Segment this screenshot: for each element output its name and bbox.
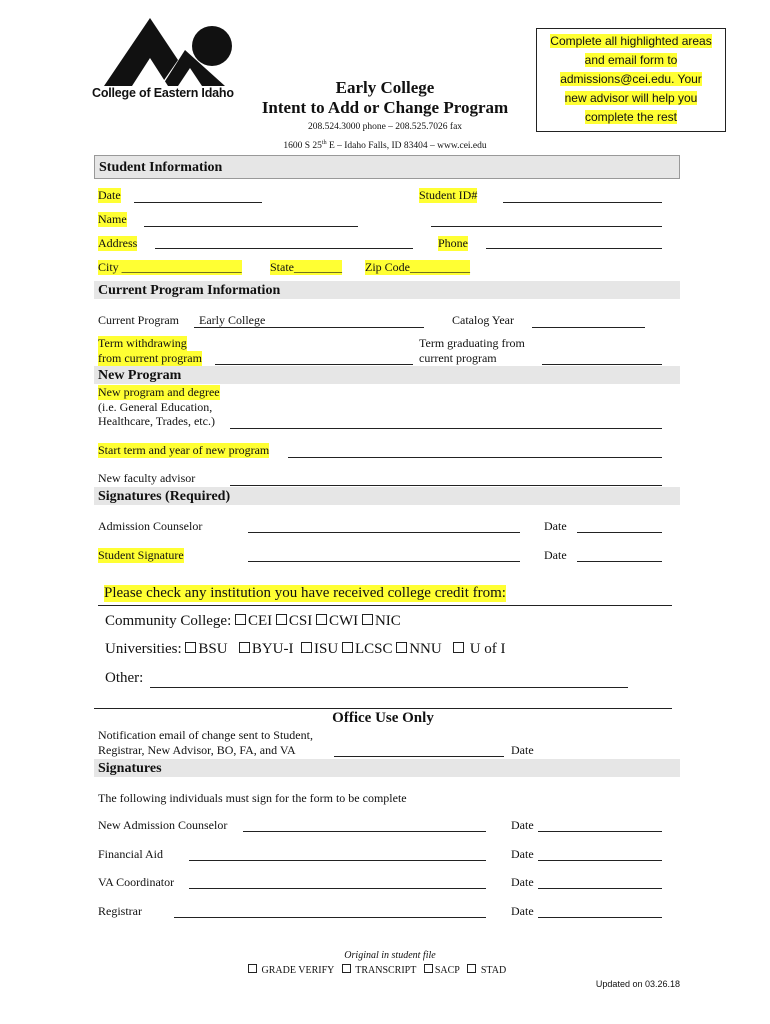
faculty-advisor-label: New faculty advisor [98, 471, 196, 485]
office-use-title: Office Use Only [332, 710, 434, 726]
address-pre: 1600 S 25 [283, 141, 322, 152]
term-withdrawing-field[interactable] [215, 364, 413, 365]
student-signature-label: Student Signature [98, 548, 184, 562]
bsu-label: BSU [198, 641, 228, 657]
nic-label: NIC [374, 613, 401, 629]
date-label: Date [98, 188, 121, 202]
catalog-year-field[interactable] [532, 327, 645, 328]
grade-verify-label: GRADE VERIFY [261, 965, 335, 976]
student-signature-date-label: Date [544, 548, 567, 562]
community-college-row [105, 613, 401, 630]
checkbox-grade-verify[interactable] [248, 965, 334, 976]
lcsc-label: LCSC [354, 641, 393, 657]
signer-registrar: Registrar [98, 904, 142, 918]
checkbox-icon [276, 614, 287, 625]
term-graduating-label-2: current program [419, 351, 497, 365]
credit-question: Please check any institution you have received college credit from: [104, 585, 506, 601]
checkbox-icon [453, 642, 464, 653]
checkbox-bsu[interactable] [185, 641, 227, 657]
office-signatures-title: Signatures [98, 761, 162, 776]
checkbox-sacp[interactable] [424, 965, 460, 976]
checkbox-icon [185, 642, 196, 653]
notification-date-label: Date [511, 743, 534, 757]
registrar-date-label: Date [511, 904, 534, 918]
college-logo [90, 10, 240, 100]
form-title-line1: Early College [335, 78, 435, 97]
student-id-label: Student ID# [419, 188, 478, 202]
nnu-label: NNU [409, 641, 442, 657]
checkbox-icon [239, 642, 250, 653]
financial-aid-date-field[interactable] [538, 860, 662, 861]
checkbox-icon [396, 642, 407, 653]
checkbox-cei[interactable] [235, 613, 272, 629]
student-signature-field[interactable] [248, 561, 520, 562]
checkbox-icon [316, 614, 327, 625]
term-withdrawing-label-2: from current program [98, 351, 202, 365]
checkbox-u-of-i[interactable] [453, 641, 506, 657]
csi-label: CSI [288, 613, 313, 629]
term-graduating-label-1: Term graduating from [419, 336, 525, 350]
va-coordinator-signature-field[interactable] [189, 888, 486, 889]
notification-field[interactable] [334, 756, 504, 757]
notification-line-1: Notification email of change sent to Student, [98, 728, 313, 742]
checkbox-icon [362, 614, 373, 625]
faculty-advisor-field[interactable] [230, 485, 662, 486]
admission-counselor-date-field[interactable] [577, 532, 662, 533]
catalog-year-label: Catalog Year [452, 313, 514, 327]
note-line-1: Complete all highlighted areas [550, 34, 712, 48]
byui-label: BYU-I [251, 641, 294, 657]
current-program-value: Early College [199, 313, 266, 327]
new-admission-counselor-signature-field[interactable] [243, 831, 486, 832]
new-admission-counselor-date-label: Date [511, 818, 534, 832]
checkbox-isu[interactable] [301, 641, 338, 657]
transcript-label: TRANSCRIPT [355, 965, 417, 976]
city-field[interactable]: City ____________________ [98, 260, 242, 274]
term-graduating-field[interactable] [542, 364, 662, 365]
contact-phone: 208.524.3000 phone – 208.525.7026 fax [307, 122, 463, 132]
current-program-label: Current Program [98, 313, 179, 327]
form-title-line2: Intent to Add or Change Program [261, 98, 509, 117]
date-field[interactable] [134, 202, 262, 203]
note-line-3: admissions@cei.edu. Your [560, 72, 702, 86]
office-signatures-section [94, 759, 680, 777]
admission-counselor-label: Admission Counselor [98, 519, 203, 533]
universities-label: Universities: [105, 641, 182, 657]
zip-field[interactable]: Zip Code__________ [365, 260, 470, 274]
note-line-2: and email form to [584, 53, 678, 67]
instruction-note-box [536, 28, 726, 132]
phone-label: Phone [438, 236, 468, 250]
financial-aid-signature-field[interactable] [189, 860, 486, 861]
checkbox-stad[interactable] [467, 965, 506, 976]
checkbox-nnu[interactable] [396, 641, 442, 657]
sacp-label: SACP [434, 965, 460, 976]
admission-counselor-signature-field[interactable] [248, 532, 520, 533]
address-field[interactable] [155, 248, 413, 249]
note-line-4: new advisor will help you [564, 91, 698, 105]
footer-checks-row [248, 964, 506, 976]
student-info-title: Student Information [99, 160, 223, 175]
community-college-label: Community College: [105, 613, 232, 629]
checkbox-icon [235, 614, 246, 625]
original-note: Original in student file [344, 950, 436, 961]
name-field-first[interactable] [144, 226, 358, 227]
address-post: E – Idaho Falls, ID 83404 – www.cei.edu [326, 141, 487, 152]
student-info-section [94, 155, 680, 179]
term-withdrawing-label-1: Term withdrawing [98, 336, 187, 350]
checkbox-lcsc[interactable] [342, 641, 393, 657]
checkbox-nic[interactable] [362, 613, 401, 629]
other-field[interactable] [150, 687, 628, 688]
name-label: Name [98, 212, 127, 226]
mountain-logo-icon [90, 10, 240, 88]
checkbox-icon [342, 642, 353, 653]
stad-label: STAD [480, 965, 507, 976]
new-program-section [94, 366, 680, 384]
contact-address [230, 140, 540, 151]
signer-new-admission-counselor: New Admission Counselor [98, 818, 228, 832]
updated-date: Updated on 03.26.18 [595, 979, 680, 989]
checkbox-transcript[interactable] [342, 965, 416, 976]
new-program-example-2: Healthcare, Trades, etc.) [98, 414, 215, 428]
current-program-section [94, 281, 680, 299]
current-program-title: Current Program Information [98, 283, 281, 298]
student-id-field[interactable] [503, 202, 662, 203]
new-program-degree-label: New program and degree [98, 385, 220, 399]
new-program-title: New Program [98, 368, 182, 383]
signer-va-coordinator: VA Coordinator [98, 875, 175, 889]
registrar-date-field[interactable] [538, 917, 662, 918]
credit-question-row [98, 585, 672, 606]
universities-row [105, 641, 506, 658]
name-field-last[interactable] [431, 226, 662, 227]
va-coordinator-date-label: Date [511, 875, 534, 889]
financial-aid-date-label: Date [511, 847, 534, 861]
state-field[interactable]: State________ [270, 260, 342, 274]
note-line-5: complete the rest [584, 110, 678, 124]
checkbox-icon [424, 964, 433, 973]
college-name: College of Eastern Idaho [92, 86, 234, 100]
new-admission-counselor-date-field[interactable] [538, 831, 662, 832]
notification-line-2: Registrar, New Advisor, BO, FA, and VA [98, 743, 296, 757]
office-instruction: The following individuals must sign for the form to be complete [98, 791, 407, 805]
checkbox-byui[interactable] [239, 641, 294, 657]
phone-field[interactable] [486, 248, 662, 249]
start-term-label: Start term and year of new program [98, 443, 270, 457]
checkbox-icon [301, 642, 312, 653]
student-signature-date-field[interactable] [577, 561, 662, 562]
checkbox-cwi[interactable] [316, 613, 358, 629]
va-coordinator-date-field[interactable] [538, 888, 662, 889]
current-program-field[interactable] [194, 327, 424, 328]
checkbox-icon [467, 964, 476, 973]
new-program-example-1: (i.e. General Education, [98, 400, 213, 414]
signatures-required-section [94, 487, 680, 505]
signer-financial-aid: Financial Aid [98, 847, 163, 861]
cwi-label: CWI [329, 613, 359, 629]
start-term-field[interactable] [288, 457, 662, 458]
isu-label: ISU [314, 641, 339, 657]
checkbox-icon [342, 964, 351, 973]
other-label: Other: [105, 670, 144, 686]
registrar-signature-field[interactable] [174, 917, 486, 918]
u-of-i-label: U of I [469, 641, 506, 657]
admission-counselor-date-label: Date [544, 519, 567, 533]
address-sup: th [321, 140, 327, 146]
signatures-required-title: Signatures (Required) [98, 489, 231, 504]
checkbox-csi[interactable] [276, 613, 312, 629]
address-label: Address [98, 236, 138, 250]
new-program-degree-field[interactable] [230, 428, 662, 429]
office-use-header [94, 708, 672, 729]
cei-label: CEI [248, 613, 273, 629]
checkbox-icon [248, 964, 257, 973]
